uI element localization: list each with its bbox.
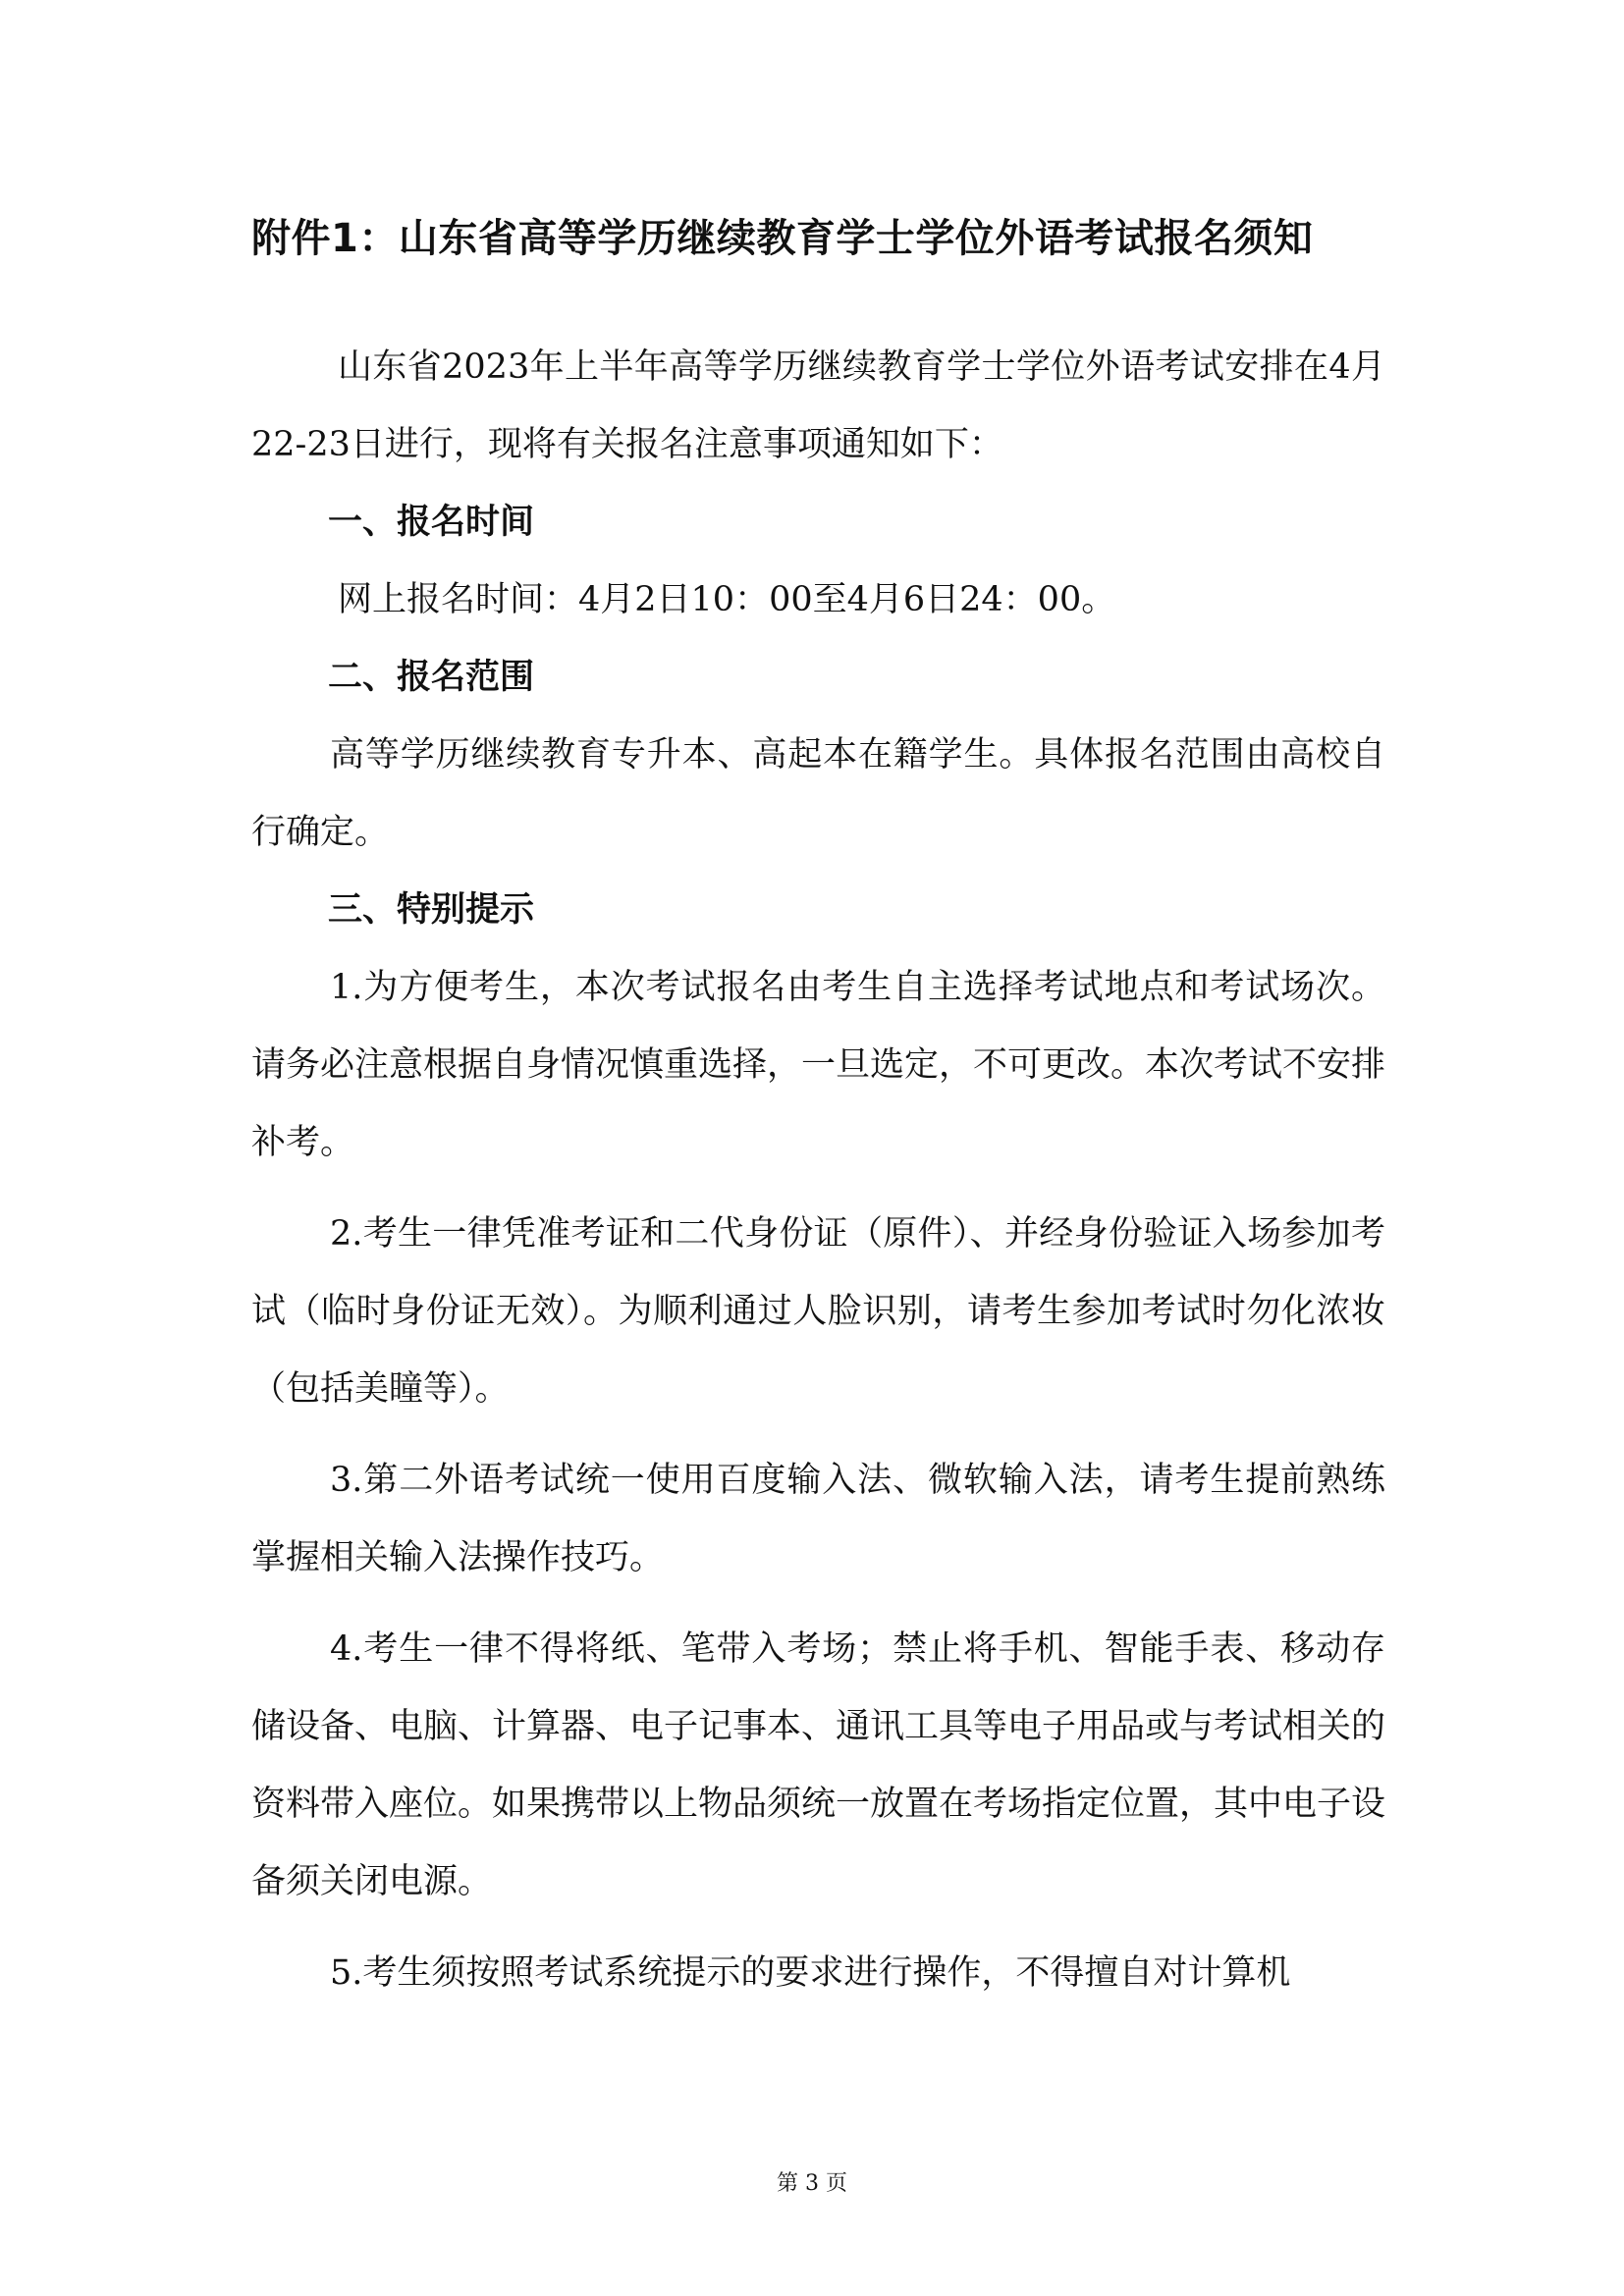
tip-paragraph-5: 5.考生须按照考试系统提示的要求进行操作，不得擅自对计算机: [330, 1953, 1291, 1993]
tip-paragraph-3: 3.第二外语考试统一使用百度输入法、微软输入法，请考生提前熟练掌握相关输入法操作技巧。: [251, 1461, 1385, 1577]
tip-paragraph-1: 1.为方便考生，本次考试报名由考生自主选择考试地点和考试场次。请务必注意根据自身情况慎重选择，一旦选定，不可更改。本次考试不安排补考。: [251, 968, 1386, 1162]
document-body: [251, 329, 1385, 2012]
section-heading-tips: 三、特别提示: [328, 890, 535, 930]
tip-paragraph-2: 2.考生一律凭准考证和二代身份证（原件）、并经身份验证入场参加考试（临时身份证无效）。为顺利通过人脸识别，请考生参加考试时勿化浓妆（包括美瞳等）。: [251, 1214, 1385, 1409]
registration-scope-paragraph: 高等学历继续教育专升本、高起本在籍学生。具体报名范围由高校自行确定。: [251, 735, 1385, 852]
section-heading-scope: 二、报名范围: [328, 658, 535, 697]
section-heading-time: 一、报名时间: [328, 503, 535, 542]
document-title: 附件1：山东省高等学历继续教育学士学位外语考试报名须知: [251, 216, 1314, 261]
page-number: 第 3 页: [777, 2171, 847, 2196]
registration-time-paragraph: 网上报名时间：4月2日10：00至4月6日24：00。: [338, 580, 1116, 619]
intro-paragraph: 山东省2023年上半年高等学历继续教育学士学位外语考试安排在4月22-23日进行，现将有关报名注意事项通知如下：: [251, 347, 1385, 464]
tip-paragraph-4: 4.考生一律不得将纸、笔带入考场；禁止将手机、智能手表、移动存储设备、电脑、计算器、电子记事本、通讯工具等电子用品或与考试相关的资料带入座位。如果携带以上物品须统一放置在考场指定位置，其中电子设备须关闭电源。: [251, 1629, 1386, 1901]
